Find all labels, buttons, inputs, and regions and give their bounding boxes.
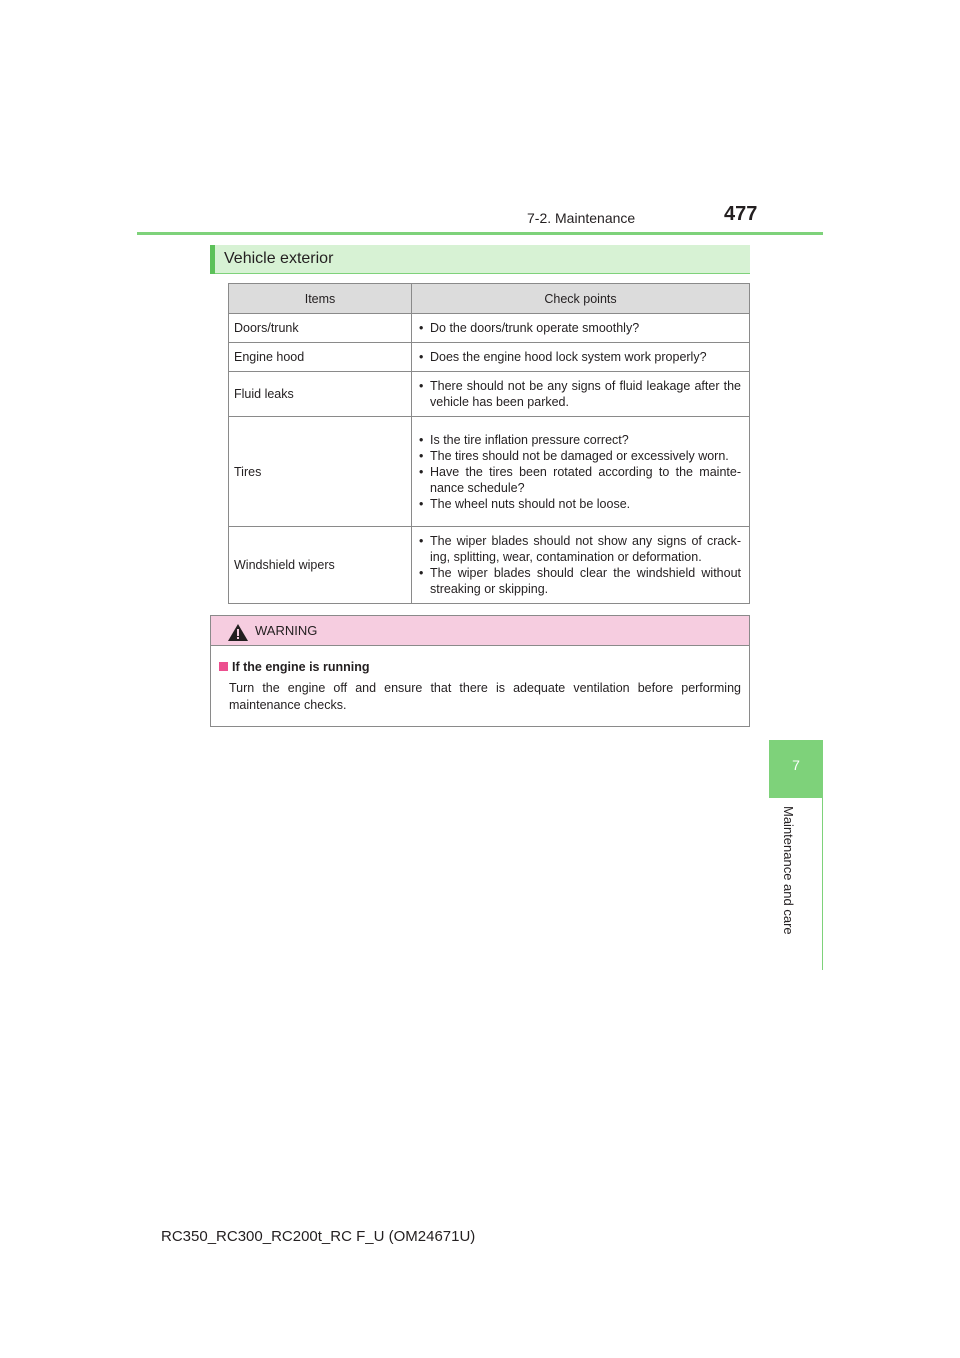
check-point: • The wheel nuts should not be loose. [416,496,741,512]
warning-subheading-text: If the engine is running [232,660,370,674]
check-point: • Does the engine hood lock system work properly? [416,349,741,365]
warning-triangle-icon [228,624,248,641]
footer-model-code: RC350_RC300_RC200t_RC F_U (OM24671U) [161,1228,476,1245]
table-cell-check-points [412,372,750,417]
check-point: • The wiper blades should not show any signs of crack-ing, splitting, wear, contamination or deformation. [416,533,741,565]
table-cell-check-points [412,343,750,372]
section-marker [210,245,215,274]
section-title: Vehicle exterior [224,250,334,267]
square-bullet-icon [219,662,228,671]
table-row [229,343,750,372]
warning-title: WARNING [255,623,318,638]
column-header-items: Items [229,284,412,314]
chapter-label: Maintenance and care [781,806,796,935]
header-section-title: 7-2. Maintenance [527,210,636,226]
table-row [229,417,750,527]
table-row [229,527,750,604]
check-point: • Is the tire inflation pressure correct? [416,432,741,448]
table-cell-check-points [412,527,750,604]
table-cell-item: Engine hood [229,343,412,372]
check-point: • The tires should not be damaged or excessively worn. [416,448,741,464]
warning-body: Turn the engine off and ensure that there is adequate ventilation before performing maintenance checks. [229,681,741,712]
page-number: 477 [724,203,758,225]
table-cell-item: Doors/trunk [229,314,412,343]
header-divider [137,232,823,235]
table-cell-check-points [412,417,750,527]
table-cell-item: Windshield wipers [229,527,412,604]
section-heading-bar [210,245,750,274]
chapter-tab [769,740,823,798]
chapter-divider [822,740,823,970]
check-point: • Have the tires been rotated according to the mainte-nance schedule? [416,464,741,496]
column-header-check-points: Check points [412,284,750,314]
warning-header [211,616,749,646]
table-row [229,314,750,343]
table-cell-item: Fluid leaks [229,372,412,417]
chapter-number: 7 [792,757,800,773]
table-cell-check-points [412,314,750,343]
table-row [229,372,750,417]
check-table [228,283,750,604]
check-point: • Do the doors/trunk operate smoothly? [416,320,741,336]
table-cell-item: Tires [229,417,412,527]
table-header-row [229,284,750,314]
warning-box [210,615,750,727]
check-point: • The wiper blades should clear the windshield without streaking or skipping. [416,565,741,597]
check-point: • There should not be any signs of fluid leakage after the vehicle has been parked. [416,378,741,410]
warning-subheading [219,660,370,674]
